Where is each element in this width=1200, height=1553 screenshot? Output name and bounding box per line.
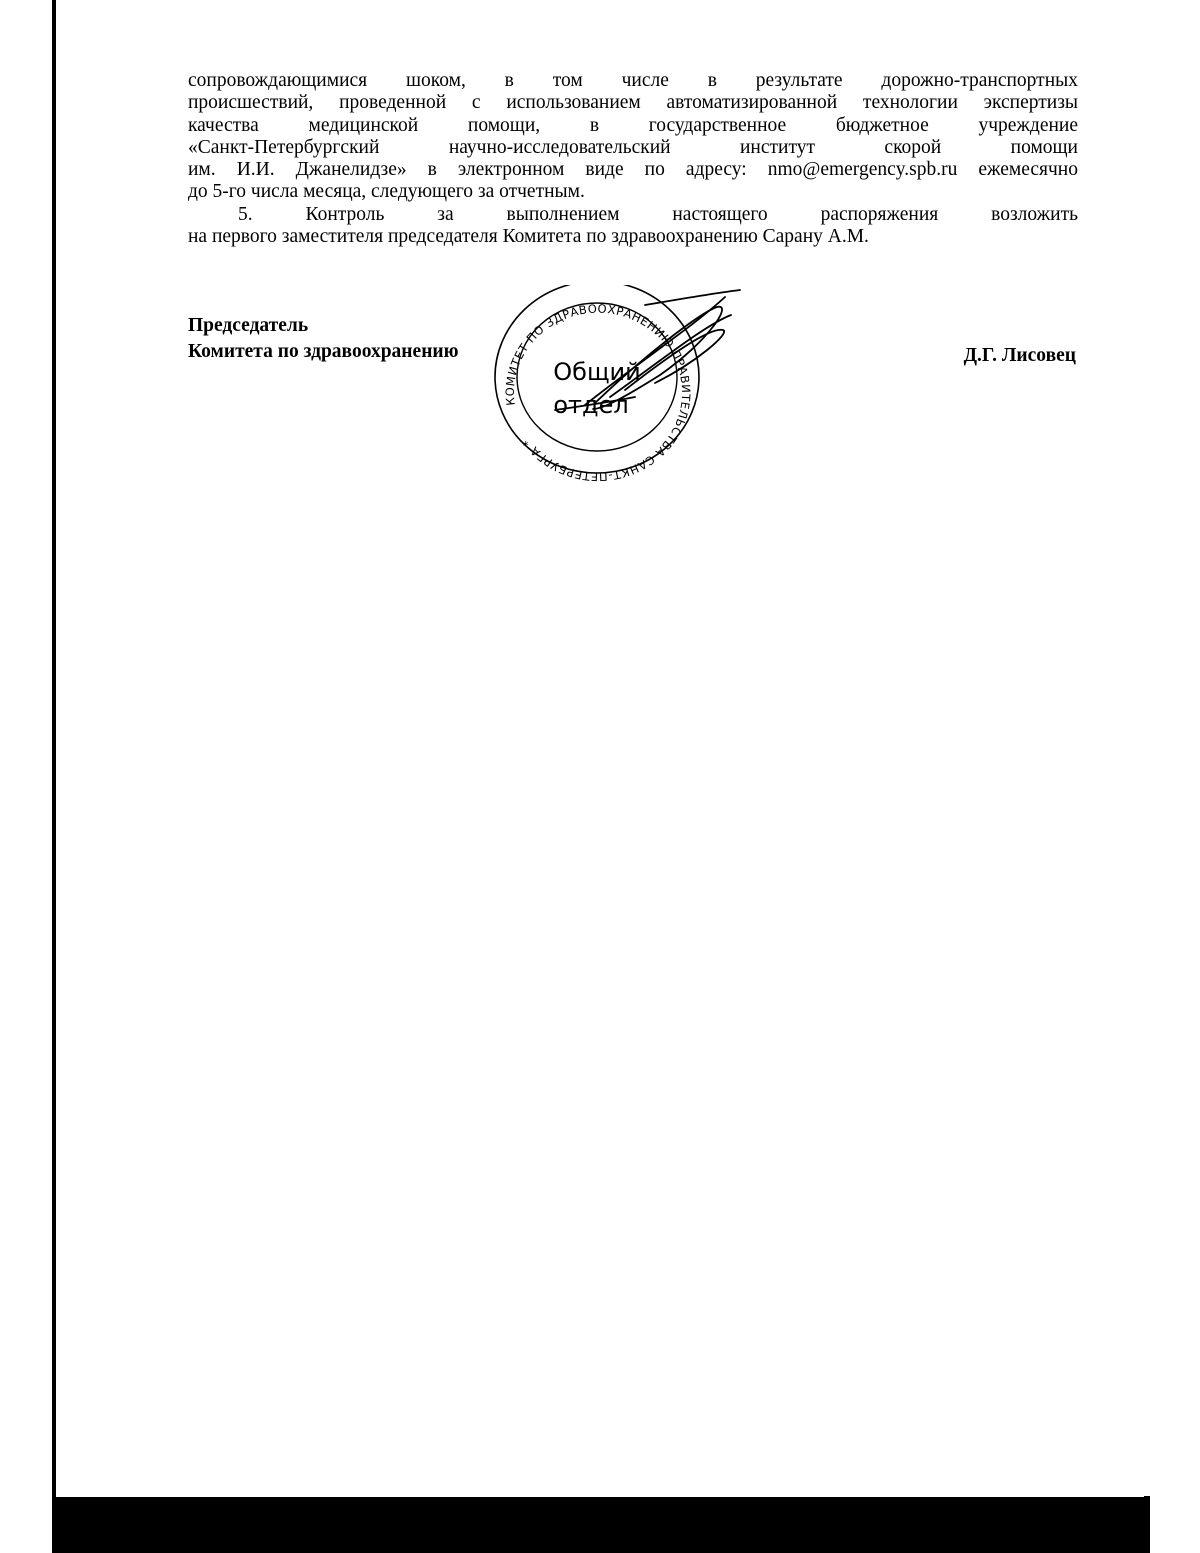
scan-edge-right — [1144, 1496, 1150, 1553]
stamp-center-line-2: отдел — [553, 391, 629, 419]
signatory-role-line-1: Председатель — [188, 315, 309, 336]
signatory-name: Д.Г. Лисовец — [963, 345, 1076, 366]
text-line: 5. Контроль за выполнением настоящего распоряжения возложить — [238, 203, 1078, 225]
text-line: им. И.И. Джанелидзе» в электронном виде по адресу: nmo@emergency.spb.ru ежемесячно — [188, 159, 1078, 181]
text-line: «Санкт-Петербургский научно-исследовательский институт скорой помощи — [188, 136, 1078, 158]
text-line: сопровождающимися шоком, в том числе в результате дорожно-транспортных — [188, 70, 1078, 91]
scan-edge-left — [52, 0, 56, 1497]
official-stamp — [485, 285, 745, 485]
text-line: на первого заместителя председателя Комитета по здравоохранению Сарану А.М. — [188, 226, 869, 248]
signatory-role-line-2: Комитета по здравоохранению — [188, 341, 459, 362]
paragraph-5 — [188, 204, 1078, 249]
stamp-graphic — [485, 285, 745, 485]
paragraph-continued — [188, 70, 1078, 204]
text-line: до 5-го числа месяца, следующего за отчетным. — [188, 181, 585, 203]
text-line: происшествий, проведенной с использованием автоматизированной технологии экспертизы — [188, 92, 1078, 114]
scan-bottom-bar — [52, 1497, 1150, 1553]
text-line: качества медицинской помощи, в государственное бюджетное учреждение — [188, 114, 1078, 136]
stamp-ring-text: КОМИТЕТ ПО ЗДРАВООХРАНЕНИЮ ПРАВИТЕЛЬСТВА САНКТ-ПЕТЕРБУРГА * — [502, 301, 694, 484]
document-body — [188, 70, 1078, 248]
stamp-center-line-1: Общий — [553, 358, 641, 386]
